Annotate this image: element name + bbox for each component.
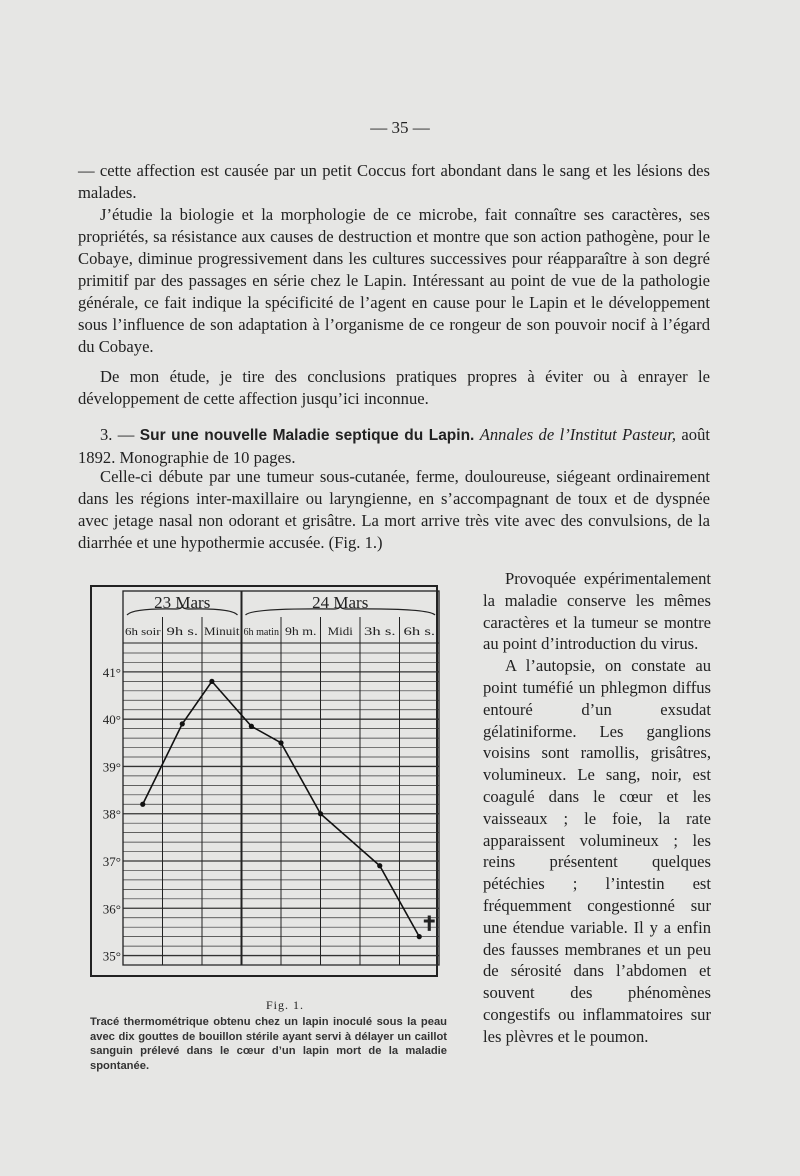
section-title: Sur une nouvelle Maladie septique du Lapin. bbox=[139, 427, 475, 444]
paragraph-2-text: J’étudie la biologie et la morphologie de ce microbe, fait connaître ses caractères, ses propriétés, sa résistance aux causes de destruction et montre que son action pathogène, pour le Cobaye, diminue progressivement dans les cultures successives pour réapparaître à son degré primitif par des passages en série chez le Lapin. Intéressant au point de vue de la pathologie générale, ce fait indique la spécificité de l’agent en cause pour le Lapin et le développement sous l’influence de son adaptation à l’organisme de ce rongeur de son pouvoir nocif à l’égard du Cobaye. bbox=[78, 205, 710, 356]
paragraph-2 bbox=[78, 204, 710, 358]
death-mark: ✝ bbox=[420, 913, 438, 936]
temperature-point bbox=[140, 802, 145, 807]
day-label: 24 Mars bbox=[312, 593, 369, 612]
side-column bbox=[483, 568, 711, 1048]
paragraph-3 bbox=[78, 366, 710, 410]
day-label: 23 Mars bbox=[154, 593, 211, 612]
paragraph-3-text: De mon étude, je tire des conclusions pratiques propres à éviter ou à enrayer le développement de cette affection jusqu’ici inconnue. bbox=[78, 367, 710, 408]
side-paragraph-1: Provoquée expérimentalement la maladie conserve les mêmes caractères et la tumeur se montre au point d’introduction du virus. bbox=[483, 569, 711, 654]
temperature-point bbox=[249, 724, 254, 729]
temperature-point bbox=[377, 863, 382, 868]
y-tick-label: 37° bbox=[102, 854, 121, 869]
paragraph-1 bbox=[78, 160, 710, 204]
section-details: août 1892. Monographie de 10 pages. bbox=[78, 425, 710, 467]
description-text: Celle-ci débute par une tumeur sous-cutanée, ferme, douloureuse, siégeant ordinairement dans les régions inter-maxillaire ou laryngienne, en s’accompagnant de toux et de dyspnée avec jetage nasal non odorant et grisâtre. La mort arrive très vite avec des convulsions, de la diarrhée et une hypothermie accusée. (Fig. 1.) bbox=[78, 467, 710, 552]
side-paragraph-2: A l’autopsie, on constate au point tuméfié un phlegmon diffus entouré d’un exsudat gélatiniforme. Les ganglions voisins sont ramollis, grisâtres, volumineux. Le sang, noir, est coagulé dans le cœur et les vaisseaux ; le foie, la rate apparaissent volumineux ; les reins présentent quelques pétéchies ; l’intestin est fréquemment congestionné sur une étendue variable. Il y a enfin des fausses membranes et un peu de sérosité dans l’abdomen et souvent des phénomènes congestifs ou inflammatoires sur les plèvres et le poumon. bbox=[483, 656, 711, 1046]
temperature-point bbox=[209, 679, 214, 684]
temperature-point bbox=[180, 721, 185, 726]
y-tick-label: 36° bbox=[102, 901, 121, 917]
y-tick-label: 35° bbox=[102, 948, 121, 964]
y-tick-label: 39° bbox=[102, 759, 121, 775]
section-journal: Annales de l’Institut Pasteur, bbox=[479, 425, 677, 444]
chart-svg bbox=[90, 585, 440, 980]
section-number: 3. — bbox=[100, 425, 135, 444]
time-label: Minuit bbox=[204, 624, 241, 638]
y-tick-label: 38° bbox=[102, 806, 121, 822]
temperature-point bbox=[278, 740, 283, 745]
y-tick-label: 41° bbox=[102, 664, 121, 680]
section-heading bbox=[78, 424, 710, 469]
figure-label: Fig. 1. bbox=[265, 998, 304, 1012]
time-label: Midi bbox=[327, 624, 354, 638]
temperature-chart bbox=[90, 585, 440, 985]
time-label: 3h s. bbox=[364, 624, 396, 638]
time-label: 9h m. bbox=[285, 624, 317, 638]
y-tick-label: 40° bbox=[102, 712, 121, 728]
time-label: 6h s. bbox=[403, 624, 435, 638]
paragraph-1-text: — cette affection est causée par un petit Coccus fort abondant dans le sang et les lésions des malades. bbox=[78, 161, 710, 202]
time-label: 6h matin bbox=[243, 627, 279, 638]
description bbox=[78, 466, 710, 554]
temperature-point bbox=[318, 811, 323, 816]
figure-caption: Tracé thermométrique obtenu chez un lapin inoculé sous la peau avec dix gouttes de bouillon stérile ayant servi à délayer un caillot sanguin prélevé dans le cœur d’un lapin mort de la maladie spontanée. bbox=[90, 1016, 447, 1072]
time-label: 6h soir bbox=[125, 627, 162, 638]
time-label: 9h s. bbox=[166, 624, 198, 638]
page-number: — 35 — bbox=[370, 118, 430, 137]
